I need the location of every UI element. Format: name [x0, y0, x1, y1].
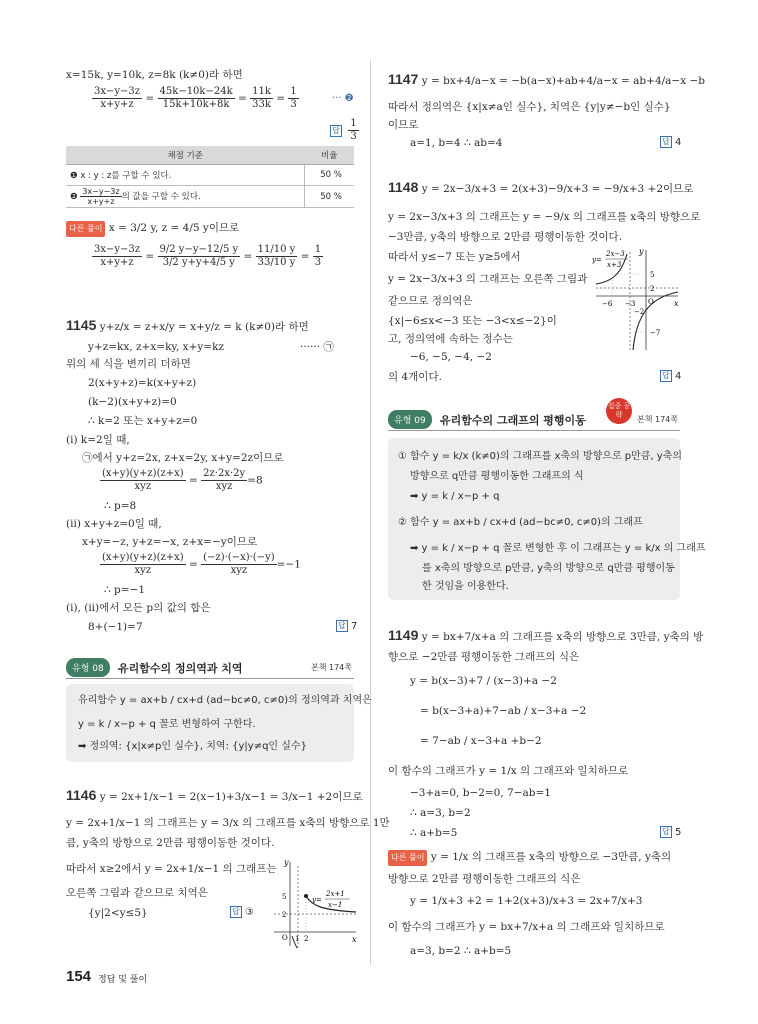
- x-label: x: [674, 299, 679, 308]
- graph-1146: [268, 856, 360, 950]
- alt-solution-line: 다른 풀이 y = 1/x 의 그래프를 x축의 방향으로 −3만큼, y축의: [388, 850, 671, 866]
- answer-box-icon: 답: [660, 826, 672, 838]
- x-label: x: [352, 935, 357, 944]
- concept-line: 한 것임을 이용한다.: [422, 581, 509, 592]
- topic-ref: 본책 174쪽: [311, 663, 352, 672]
- text-line: 향으로 −2만큼 평행이동한 그래프의 식은: [388, 651, 580, 663]
- table-row: ❷ $\frac{3x-y-3z}{x+y+z}$ 의 값을 구할 수 있다. 50 %: [66, 186, 354, 208]
- text-line: y = 2x−3/x+3 의 그래프는 y = −9/x 의 그래프를 x축의 방향으로: [388, 211, 701, 223]
- text-line: (i), (ii)에서 모든 p의 값의 합은: [66, 602, 211, 614]
- text-line: ㉠에서 y+z=2x, z+x=2y, x+y=2z이므로: [82, 452, 284, 464]
- text-line: 같으므로 정의역은: [388, 295, 473, 307]
- tick-label: −3: [625, 300, 636, 308]
- answer-box-icon: 답: [660, 370, 672, 382]
- text-line: 방향으로 2만큼 평행이동한 그래프의 식은: [388, 873, 581, 885]
- concept-line: ② 함수 y = ax+b / cx+d (ad−bc≠0, c≠0)의 그래프: [398, 517, 643, 528]
- topic-header-08: [66, 656, 354, 679]
- text-line: a=3, b=2 ∴ a+b=5: [410, 945, 512, 957]
- tick-label: 2: [304, 935, 309, 943]
- concept-box-09: [388, 438, 706, 600]
- table-row: ❶ x : y : z를 구할 수 있다. 50 %: [66, 165, 354, 186]
- problem-1148: 1148 y = 2x−3/x+3 = 2(x+3)−9/x+3 = −9/x+3 +2이므로: [388, 179, 694, 195]
- concept-line: 방향으로 q만큼 평행이동한 그래프의 식: [410, 471, 584, 482]
- fraction: $\frac{3x-y-3z}{x+y+z}$: [94, 86, 141, 110]
- topic-badge: 유형 08: [66, 658, 110, 677]
- text-line: a=1, b=4 ∴ ab=4: [410, 137, 503, 149]
- curve-label: 2x−3: [606, 250, 625, 258]
- tick-label: 2: [650, 285, 655, 293]
- equation-mark: ······ ㉠: [300, 341, 334, 353]
- graph-1148: [592, 246, 682, 356]
- equation-line: = 7−ab / x−3+a +b−2: [420, 735, 542, 747]
- y-label: y: [639, 247, 644, 256]
- tick-label: 5: [282, 893, 287, 901]
- text-line: −3+a=0, b−2=0, 7−ab=1: [410, 787, 551, 799]
- text-line: 위의 세 식을 변끼리 더하면: [66, 358, 191, 370]
- curve-label: y=: [592, 256, 602, 264]
- text-line: {x|−6≤x<−3 또는 −3<x≤−2}이: [388, 315, 557, 327]
- page-label: 정답 및 풀이: [98, 975, 148, 985]
- text-line: 이 함수의 그래프가 y = 1/x 의 그래프와 일치하므로: [388, 765, 629, 777]
- topic-header-09: [388, 408, 680, 431]
- answer-box-icon: 답: [330, 125, 342, 137]
- problem-1147: 1147 y = bx+4/a−x = −b(a−x)+ab+4/a−x = ab+4/a−x −b: [388, 71, 706, 87]
- endpoint: [304, 894, 308, 898]
- answer-box-icon: 답: [336, 620, 348, 632]
- tick-label: 2: [282, 911, 287, 919]
- equation-line: = b(x−3+a)+7−ab / x−3+a −2: [420, 705, 587, 717]
- grading-table: [66, 146, 354, 208]
- equation-line: $\frac{(x+y)(y+z)(z+x)}{\text{xyz}}$ = $\frac{2z\cdot 2x\cdot 2y}{\text{xyz}}$ =8: [102, 468, 263, 492]
- text-line: ∴ a=3, b=2: [410, 807, 471, 819]
- problem-1146: 1146 y = 2x+1/x−1 = 2(x−1)+3/x−1 = 3/x−1 +2이므로: [66, 787, 363, 803]
- answer-1148: 답 4: [660, 370, 681, 384]
- concept-line: ➡ y = k / x−p + q 꼴로 변형한 후 이 그래프는 y = k/x 의 그래프: [410, 543, 706, 554]
- alt-solution-tag: 다른 풀이: [388, 850, 427, 866]
- topic-ref: 본책 174쪽: [637, 415, 678, 424]
- origin-label: O: [282, 934, 288, 942]
- text-line: 의 4개이다.: [388, 371, 442, 383]
- alt-solution-line: 다른 풀이 x = 3/2 y, z = 4/5 y이므로: [66, 221, 239, 237]
- tick-label: 5: [650, 271, 655, 279]
- text-line: {y|2<y≤5}: [88, 907, 148, 919]
- tick-label: −2: [634, 308, 645, 316]
- tick-label: −6: [602, 300, 613, 308]
- answer-box-icon: 답: [660, 136, 672, 148]
- concept-box-08: [66, 684, 372, 762]
- topic-title: 유리함수의 그래프의 평행이동: [440, 414, 586, 427]
- text-line: (ii) x+y+z=0일 때,: [66, 518, 162, 530]
- concept-line: ① 함수 y = k/x (k≠0)의 그래프를 x축의 방향으로 p만큼, y축의: [398, 451, 683, 462]
- equation-line: y = 1/x+3 +2 = 1+2(x+3)/x+3 = 2x+7/x+3: [410, 895, 643, 907]
- equation-line: $\frac{3x-y-3z}{x+y+z}$ = $\frac{9/2 y-y-12/5 y}{3/2 y+y+4/5 y}$ = $\frac{11/10 y}{33/10 y}$ = $\frac{1}{3}$: [94, 244, 322, 268]
- text-line: ∴ a+b=5: [410, 827, 458, 839]
- answer-1145: 답 7: [336, 620, 357, 634]
- fraction: $\frac{11k}{33k}$: [252, 86, 271, 110]
- tick-label: −7: [650, 329, 661, 337]
- text-line: ∴ p=−1: [104, 584, 146, 596]
- text-line: (k−2)(x+y+z)=0: [88, 396, 177, 408]
- text-line: 따라서 y≤−7 또는 y≥5에서: [388, 251, 521, 263]
- text-line: −3만큼, y축의 방향으로 2만큼 평행이동한 것이다.: [388, 231, 623, 243]
- curve-right: [633, 292, 678, 350]
- text-line: 고, 정의역에 속하는 정수는: [388, 333, 513, 345]
- text-line: 이므로: [388, 119, 419, 131]
- tick-label: 1: [295, 935, 300, 943]
- curve-label: x−1: [328, 901, 343, 909]
- problem-1145: 1145 y+z/x = z+x/y = x+y/z = k (k≠0)라 하면: [66, 317, 309, 333]
- topic-badge: 유형 09: [388, 410, 432, 429]
- concept-line: ➡ 정의역: {x|x≠p인 실수}, 치역: {y|y≠q인 실수}: [78, 741, 307, 752]
- problem-1149: 1149 y = bx+7/x+a 의 그래프를 x축의 방향으로 3만큼, y축의 방: [388, 627, 704, 643]
- curve-label: x+3: [607, 261, 622, 269]
- text-line: 오른쪽 그림과 같으므로 치역은: [66, 887, 208, 899]
- text-line: −6, −5, −4, −2: [410, 351, 492, 363]
- text-line: 이 함수의 그래프가 y = bx+7/x+a 의 그래프와 일치하므로: [388, 921, 665, 933]
- text-line: ∴ p=8: [104, 500, 137, 512]
- fraction: $\frac{1}{3}$: [290, 86, 297, 110]
- answer-box-icon: 답: [230, 906, 242, 918]
- curve-label: 2x+1: [326, 890, 345, 898]
- answer-1146: 답 ③: [230, 906, 254, 920]
- origin-label: O: [648, 298, 654, 306]
- text-line: x=15k, y=10k, z=8k (k≠0)라 하면: [66, 69, 243, 81]
- text-line: y = 2x−3/x+3 의 그래프는 오른쪽 그림과: [388, 273, 588, 285]
- text-line: (i) k=2일 때,: [66, 434, 130, 446]
- answer-1147: 답 4: [660, 136, 681, 150]
- equation-line: $\frac{(x+y)(y+z)(z+x)}{\text{xyz}}$ = $\frac{(-z)\cdot(-x)\cdot(-y)}{\text{xyz}}$ =−1: [102, 552, 301, 576]
- table-header: 비율: [305, 146, 355, 165]
- text-line: y+z=kx, z+x=ky, x+y=kz: [88, 341, 224, 353]
- equation-line: $\frac{3x-y-3z}{x+y+z}$ = $\frac{45k-10k-24k}{15k+10k+8k}$ = $\frac{11k}{33k}$ = $\frac{1}{3}$: [94, 86, 297, 110]
- concept-line: ➡ y = k / x−p + q: [410, 491, 500, 502]
- text-line: 따라서 x≥2에서 y = 2x+1/x−1 의 그래프는: [66, 863, 277, 875]
- text-line: x+y=−z, y+z=−x, z+x=−y이므로: [82, 536, 258, 548]
- y-label: y: [284, 858, 289, 867]
- text-line: y = 2x+1/x−1 의 그래프는 y = 3/x 의 그래프를 x축의 방향으로 1만: [66, 817, 390, 829]
- text-line: 큼, y축의 방향으로 2만큼 평행이동한 것이다.: [66, 837, 275, 849]
- step-marker: ··· ❷: [332, 93, 354, 104]
- text-line: 2(x+y+z)=k(x+y+z): [88, 377, 197, 389]
- answer-1149: 답 5: [660, 826, 681, 840]
- alt-solution-tag: 다른 풀이: [66, 221, 105, 237]
- focus-badge: 집중 공략: [606, 398, 632, 424]
- text-line: 8+(−1)=7: [88, 621, 143, 633]
- text-line: ∴ k=2 또는 x+y+z=0: [88, 415, 198, 427]
- concept-line: 유리함수 y = ax+b / cx+d (ad−bc≠0, c≠0)의 정의역과 치역은: [78, 695, 372, 706]
- answer-1144: 답 $\frac{1}{3}$: [330, 118, 359, 143]
- curve-label: y=: [312, 896, 322, 904]
- page-number: 154: [66, 968, 92, 985]
- topic-title: 유리함수의 정의역과 치역: [118, 662, 243, 675]
- concept-line: 를 x축의 방향으로 p만큼, y축의 방향으로 q만큼 평행이동: [422, 563, 675, 574]
- text-line: 따라서 정의역은 {x|x≠a인 실수}, 치역은 {y|y≠−b인 실수}: [388, 101, 671, 113]
- table-header: 채점 기준: [66, 146, 305, 165]
- fraction: $\frac{45k-10k-24k}{15k+10k+8k}$: [159, 86, 233, 110]
- equation-line: y = b(x−3)+7 / (x−3)+a −2: [410, 675, 557, 687]
- concept-line: y = k / x−p + q 꼴로 변형하여 구한다.: [78, 719, 256, 730]
